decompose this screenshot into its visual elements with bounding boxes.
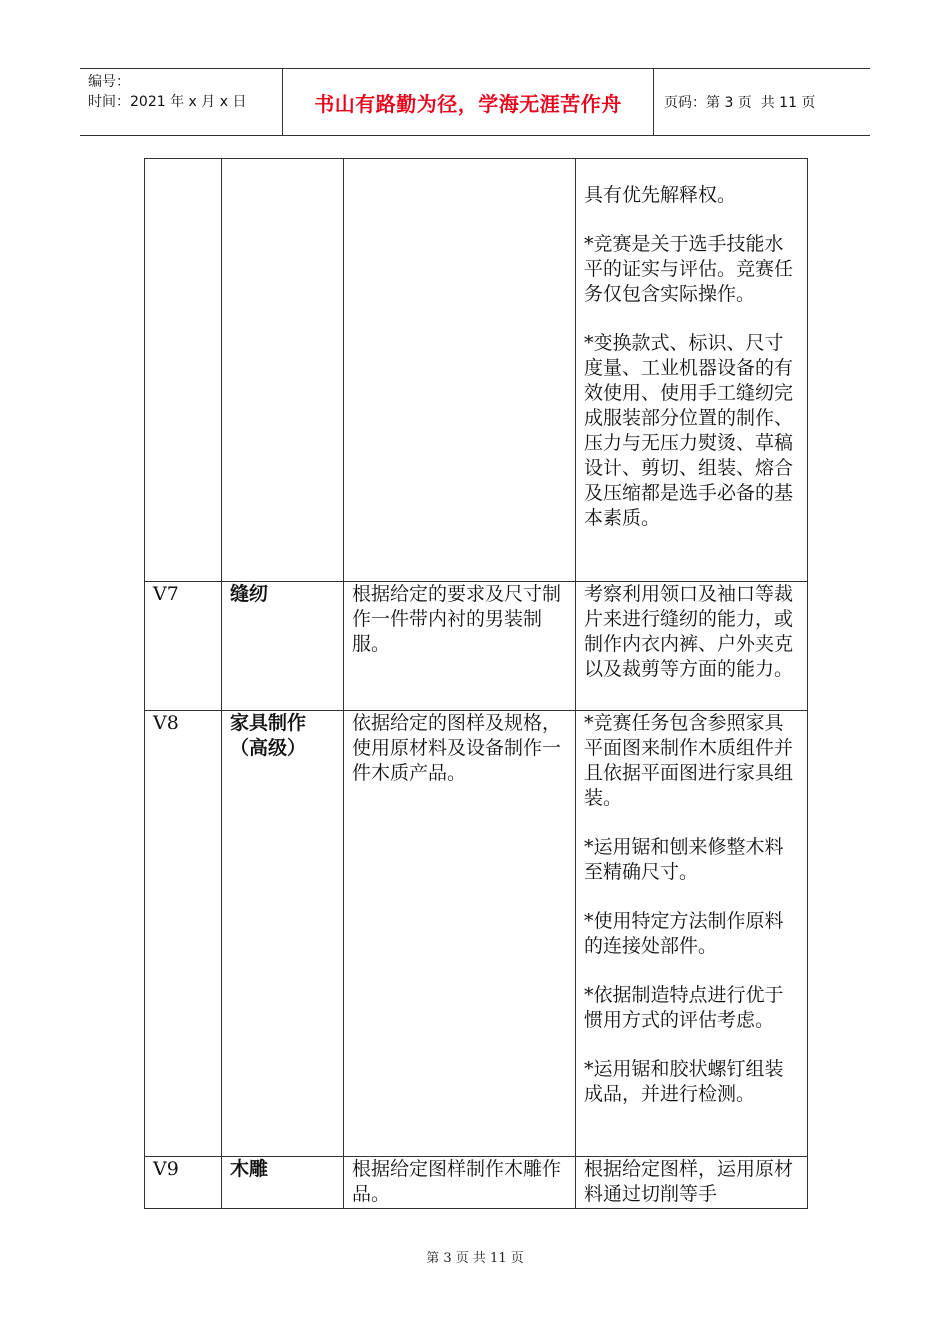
row-task: [344, 159, 576, 582]
document-number-label: 编号：: [88, 74, 130, 90]
row-code: V9: [145, 1157, 222, 1209]
header-meta: [80, 69, 282, 135]
row-name: [222, 159, 344, 582]
requirement-paragraph: *竞赛是关于选手技能水平的证实与评估。竞赛任务仅包含实际操作。: [584, 233, 794, 305]
row-code: [145, 159, 222, 582]
row-task: 根据给定图样制作木雕作品。: [344, 1157, 576, 1209]
row-requirements: [576, 582, 808, 711]
row-name: 家具制作（高级）: [222, 711, 344, 1157]
requirement-paragraph: *使用特定方法制作原料的连接处部件。: [584, 910, 784, 957]
row-task: 根据给定的要求及尺寸制作一件带内衬的男装制服。: [344, 582, 576, 711]
row-requirements: [576, 711, 808, 1157]
requirement-paragraph: 考察利用领口及袖口等裁片来进行缝纫的能力，或制作内衣内裤、户外夹克以及裁剪等方面的能力。: [584, 583, 794, 680]
row-requirements: [576, 1157, 808, 1209]
requirement-paragraph: 根据给定图样，运用原材料通过切削等手: [584, 1158, 794, 1205]
row-code: V7: [145, 582, 222, 711]
row-requirements: [576, 159, 808, 582]
document-time-label: 时间：2021 年 x 月 x 日: [88, 94, 247, 110]
row-name: 缝纫: [222, 582, 344, 711]
table-row: [145, 711, 808, 1157]
requirement-paragraph: *竞赛任务包含参照家具平面图来制作木质组件并且依据平面图进行家具组装。: [584, 712, 794, 809]
header-page-info: [654, 69, 870, 135]
row-task: 依据给定的图样及规格，使用原材料及设备制作一件木质产品。: [344, 711, 576, 1157]
requirement-paragraph: *变换款式、标识、尺寸度量、工业机器设备的有效使用、使用手工缝纫完成服装部分位置的制作、压力与无压力熨烫、草稿设计、剪切、组装、熔合及压缩都是选手必备的基本素质。: [584, 332, 794, 529]
table-row: [145, 582, 808, 711]
requirement-paragraph: *运用锯和胶状螺钉组装成品，并进行检测。: [584, 1058, 784, 1105]
header-page-label: 页码：第 3 页 共 11 页: [664, 95, 816, 111]
competition-table: [144, 158, 808, 1209]
requirement-paragraph: *运用锯和刨来修整木料至精确尺寸。: [584, 836, 784, 883]
page-header: [80, 68, 870, 136]
page-footer: 第 3 页 共 11 页: [426, 1251, 524, 1266]
requirement-paragraph: 具有优先解释权。: [584, 184, 737, 206]
table-row: [145, 1157, 808, 1209]
row-name: 木雕: [222, 1157, 344, 1209]
table-row: [145, 159, 808, 582]
requirement-paragraph: *依据制造特点进行优于惯用方式的评估考虑。: [584, 984, 784, 1031]
row-code: V8: [145, 711, 222, 1157]
header-motto: 书山有路勤为径，学海无涯苦作舟: [282, 69, 654, 135]
